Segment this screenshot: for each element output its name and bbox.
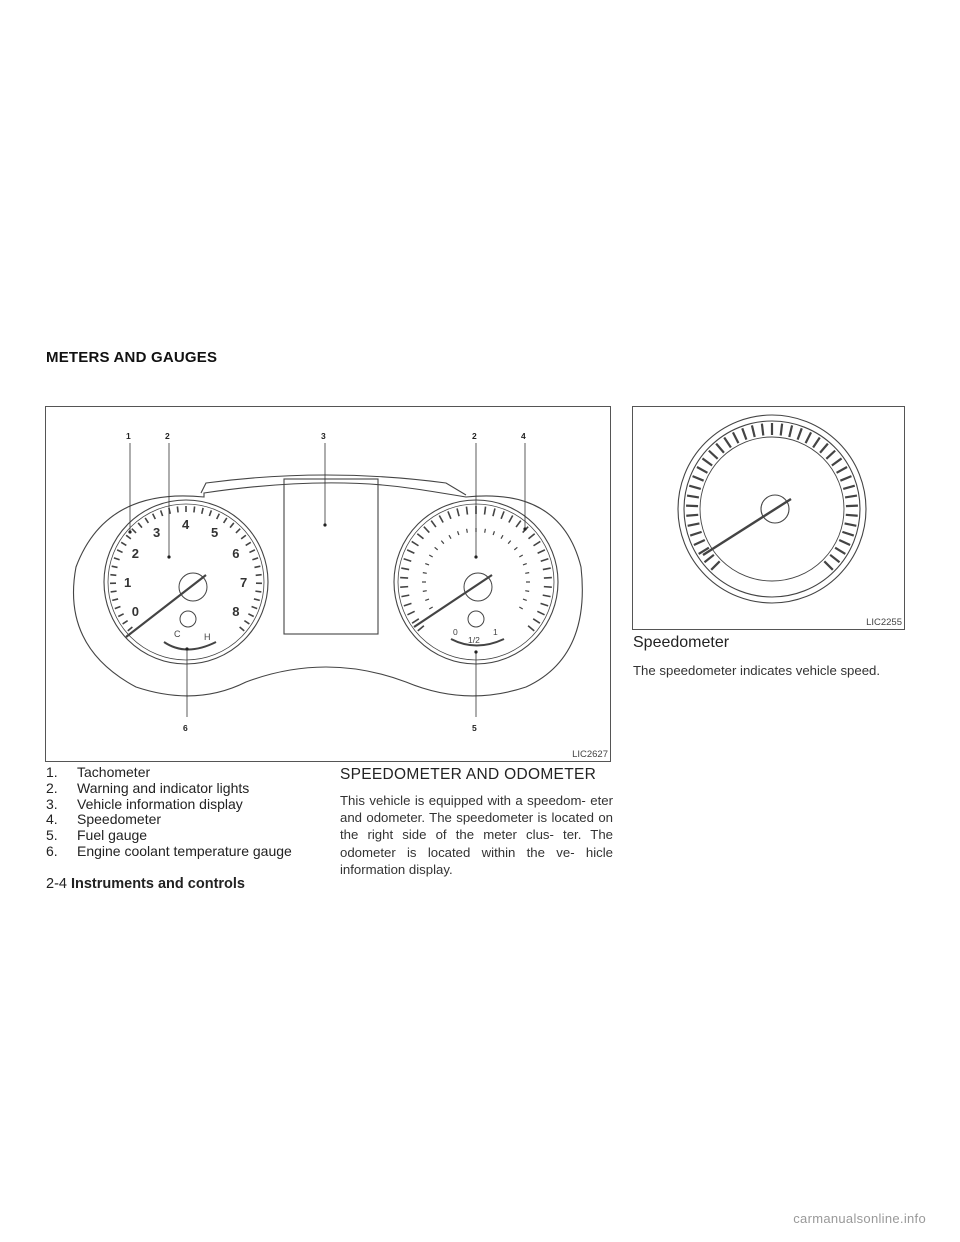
tachometer-number: 8 (232, 604, 240, 619)
gauge-tick (534, 541, 541, 545)
gauge-tick (255, 591, 261, 592)
gauge-tick (523, 599, 527, 600)
gauge-tick (508, 541, 511, 544)
gauge-tick (537, 611, 544, 614)
heading-speedometer-odometer: SPEEDOMETER AND ODOMETER (340, 766, 597, 783)
gauge-tick (711, 561, 719, 569)
gauge-tick (425, 564, 429, 565)
gauge-tick (544, 587, 552, 588)
gauge-tick (824, 561, 832, 569)
gauge-tick (249, 550, 254, 553)
gauge-tick (529, 534, 535, 539)
tachometer-number: 3 (153, 524, 161, 540)
gauge-tick (121, 542, 126, 545)
gauge-tick (401, 568, 409, 569)
gauge-tick (845, 523, 857, 525)
instrument-cluster-illustration (46, 407, 610, 761)
gauge-tick (412, 541, 419, 545)
gauge-tick (457, 508, 459, 516)
gauge-tick (843, 486, 855, 489)
gauge-tick (820, 444, 828, 453)
gauge-tick (248, 614, 253, 617)
figure-legend (46, 765, 336, 860)
tachometer-number: 7 (240, 575, 248, 590)
gauge-tick (806, 432, 811, 443)
gauge-tick (689, 486, 701, 489)
watermark: carmanualsonline.info (793, 1211, 926, 1226)
gauge-tick (153, 514, 156, 519)
gauge-tick (686, 515, 698, 516)
section-title: METERS AND GAUGES (46, 349, 218, 366)
gauge-tick (404, 559, 412, 561)
gauge-tick (425, 599, 429, 600)
fuel-label-0: 0 (453, 627, 458, 637)
gauge-tick (709, 451, 718, 459)
figure-speedometer (632, 406, 905, 630)
gauge-tick (543, 568, 551, 569)
gauge-tick (401, 595, 409, 597)
gauge-tick (493, 531, 494, 535)
gauge-tick (423, 573, 427, 574)
gauge-tick (846, 515, 858, 516)
fuel-gauge-hub (468, 611, 484, 627)
gauge-tick (697, 467, 707, 473)
gauge-tick (110, 575, 116, 576)
tachometer-number: 2 (131, 546, 140, 561)
gauge-tick (742, 428, 746, 439)
gauge-tick (418, 626, 424, 631)
gauge-tick (694, 540, 705, 545)
temp-gauge-arc (164, 642, 216, 650)
gauge-tick (244, 621, 249, 624)
gauge-tick (256, 575, 262, 576)
tachometer-number: 1 (124, 575, 132, 590)
figure-code: LIC2255 (866, 617, 902, 628)
vehicle-info-display (284, 479, 378, 634)
gauge-tick (128, 627, 133, 631)
gauge-tick (240, 627, 245, 631)
temp-label-h: H (204, 632, 211, 642)
callout-3: 3 (321, 431, 326, 441)
gauge-tick (525, 591, 529, 592)
gauge-tick (781, 424, 782, 436)
gauge-tick (254, 566, 260, 567)
gauge-tick (541, 559, 549, 561)
gauge-tick (424, 527, 429, 533)
gauge-tick (224, 518, 227, 523)
figure-code: LIC2627 (572, 749, 608, 760)
gauge-tick (217, 514, 220, 519)
gauge-tick (177, 506, 178, 512)
gauge-tick (541, 603, 549, 606)
gauge-tick (111, 591, 117, 592)
gauge-tick (466, 507, 467, 515)
gauge-tick (246, 542, 251, 545)
gauge-tick (145, 518, 148, 523)
gauge-tick (842, 532, 853, 536)
cluster-shroud (201, 475, 466, 495)
gauge-tick (194, 506, 195, 512)
gauge-tick (112, 566, 118, 567)
gauge-tick (467, 529, 468, 533)
gauge-tick (429, 607, 432, 609)
gauge-tick (702, 458, 712, 465)
gauge-tick (501, 511, 504, 518)
gauge-tick (458, 531, 459, 535)
legend-item: 4. Speedometer (46, 811, 162, 828)
gauge-tick (798, 428, 802, 439)
gauge-tick (400, 587, 408, 588)
gauge-tick (126, 535, 131, 539)
gauge-tick (525, 573, 529, 574)
gauge-tick (688, 523, 700, 525)
gauge-tick (254, 599, 260, 600)
gauge-tick (509, 515, 513, 522)
legend-item: 3. Vehicle information display (46, 795, 243, 812)
callout-5: 5 (472, 723, 477, 733)
gauge-tick (839, 540, 850, 545)
callout-1: 1 (126, 431, 131, 441)
gauge-tick (533, 619, 540, 623)
gauge-tick (752, 425, 755, 437)
speedometer-illustration (633, 407, 904, 629)
gauge-tick (837, 467, 847, 473)
gauge-tick (449, 535, 451, 538)
gauge-tick (538, 550, 545, 553)
gauge-tick (118, 614, 123, 617)
gauge-tick (845, 496, 857, 498)
gauge-tick (117, 550, 122, 553)
gauge-tick (543, 595, 551, 597)
legend-item: 1. Tachometer (46, 764, 151, 780)
gauge-tick (115, 607, 121, 609)
temp-gauge-hub (180, 611, 196, 627)
temp-label-c: C (174, 629, 181, 639)
gauge-tick (209, 510, 211, 516)
gauge-tick (252, 558, 258, 560)
gauge-tick (114, 558, 120, 560)
gauge-tick (519, 607, 522, 609)
callout-4: 4 (521, 431, 526, 441)
legend-item: 2. Warning and indicator lights (46, 779, 250, 796)
gauge-tick (417, 534, 423, 539)
gauge-tick (830, 555, 839, 562)
heading-speedometer: Speedometer (633, 634, 730, 651)
gauge-tick (132, 529, 136, 533)
gauge-tick (448, 511, 451, 518)
gauge-tick (112, 599, 118, 600)
gauge-tick (435, 547, 438, 550)
gauge-tick (716, 444, 724, 453)
tachometer-number: 5 (211, 524, 219, 540)
legend-item: 5. Fuel gauge (46, 827, 148, 844)
page-number: 2-4 (46, 876, 67, 892)
callout-2-right: 2 (472, 431, 477, 441)
gauge-tick (687, 496, 699, 498)
gauge-tick (241, 535, 246, 539)
gauge-tick (813, 437, 820, 447)
gauge-tick (161, 510, 163, 516)
gauge-tick (412, 619, 419, 623)
gauge-tick (404, 603, 412, 606)
gauge-tick (485, 529, 486, 533)
gauge-tick (516, 521, 521, 527)
gauge-tick (693, 476, 704, 481)
gauge-tick (431, 521, 436, 527)
gauge-tick (123, 621, 128, 624)
paragraph-speedometer-odometer: This vehicle is equipped with a speedom- eter and odometer. The speedometer is located on the right side of the meter clus- ter. The odometer is located within the ve- hicle information display. (340, 793, 613, 877)
gauge-tick (407, 550, 414, 553)
chapter-title: Instruments and controls (70, 876, 245, 892)
figure-instrument-cluster (45, 406, 611, 762)
gauge-tick (733, 432, 738, 443)
gauge-tick (202, 508, 203, 514)
gauge-tick (519, 555, 522, 557)
gauge-tick (441, 541, 444, 544)
fuel-label-1: 1 (493, 627, 498, 637)
tachometer-number: 0 (131, 604, 140, 619)
gauge-tick (690, 532, 701, 536)
fuel-label-half: 1/2 (468, 635, 480, 645)
gauge-tick (523, 564, 527, 565)
gauge-tick (407, 611, 414, 614)
gauge-tick (423, 591, 427, 592)
gauge-tick (826, 451, 835, 459)
gauge-tick (236, 529, 240, 533)
gauge-tick (832, 458, 842, 465)
gauge-tick (485, 507, 486, 515)
tachometer-numbers (124, 517, 247, 619)
gauge-tick (724, 437, 731, 447)
paragraph-speedometer: The speedometer indicates vehicle speed. (633, 663, 881, 678)
gauge-tick (501, 535, 503, 538)
gauge-tick (230, 523, 234, 528)
gauge-tick (704, 555, 713, 562)
gauge-tick (789, 425, 792, 437)
page-footer (46, 876, 245, 892)
callout-2-left: 2 (165, 431, 170, 441)
gauge-tick (840, 476, 851, 481)
gauge-tick (252, 607, 258, 609)
gauge-tick (439, 515, 443, 522)
legend-item: 6. Engine coolant temperature gauge (46, 842, 292, 859)
gauge-tick (835, 548, 845, 554)
gauge-tick (528, 626, 534, 631)
gauge-tick (514, 547, 517, 550)
gauge-tick (762, 424, 763, 436)
cluster-housing (74, 483, 583, 696)
gauge-tick (429, 555, 432, 557)
tachometer-number: 6 (232, 546, 240, 561)
gauge-tick (493, 508, 495, 516)
tachometer-number: 4 (182, 517, 190, 532)
gauge-tick (138, 523, 142, 528)
callout-6: 6 (183, 723, 188, 733)
